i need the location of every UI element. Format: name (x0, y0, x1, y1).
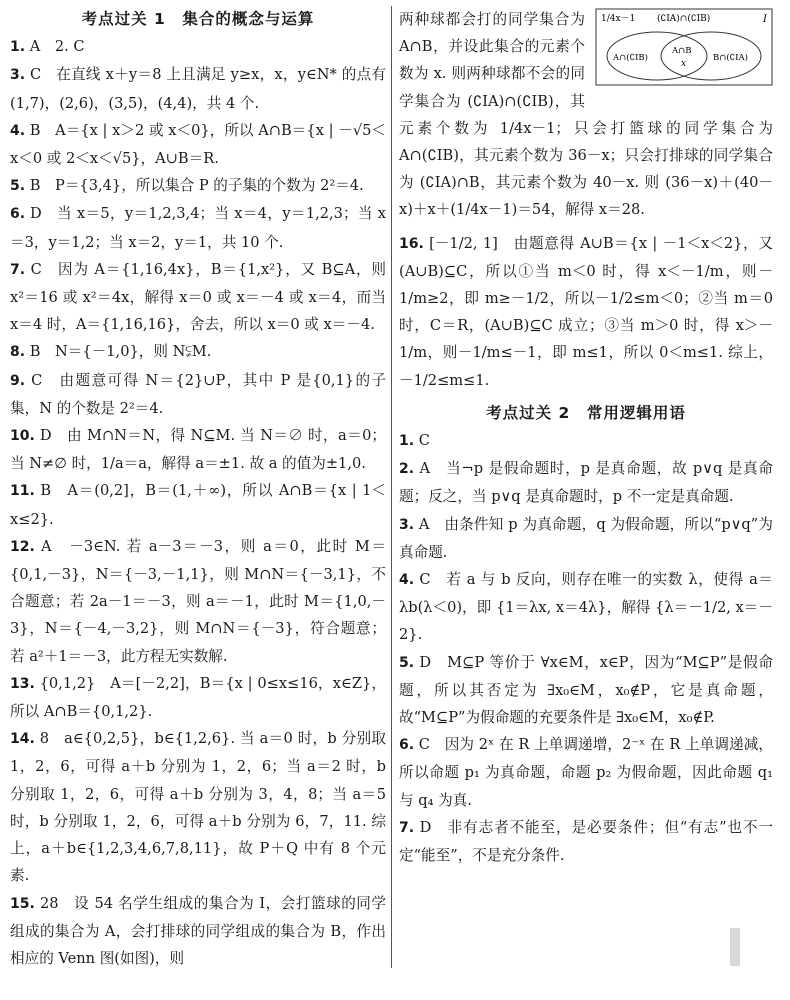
item-number: 7. (399, 819, 415, 836)
column-divider (391, 6, 392, 968)
answer-item (399, 511, 773, 566)
item-number: 12. (10, 538, 35, 555)
item-text: C 由题意可得 N＝{2}∪P，其中 P 是{0,1}的子集，N 的个数是 2²＝4. (10, 371, 386, 417)
item-text: D 非有志者不能至，是必要条件；但“有志”也不一定“能至”，不是充分条件. (399, 818, 774, 865)
item-number: 11. (10, 483, 35, 500)
item-number: 3. (399, 516, 415, 533)
item-text: C (418, 432, 430, 450)
item-text: C 若 a 与 b 反向，则存在唯一的实数 λ，使得 a＝λb(λ＜0)，即 {1＝λx, x＝4λ}，解得 {λ＝－1/2, x＝－2}. (399, 571, 774, 644)
answer-item (399, 455, 773, 510)
item-number: 10. (10, 428, 35, 445)
item-number: 13. (10, 675, 35, 692)
right-column (399, 6, 773, 869)
item-text: D 由 M∩N＝N，得 N⊆M. 当 N＝∅ 时，a＝0；当 N≠∅ 时，1/a＝a，解得 a＝±1. 故 a 的值为±1,0. (10, 427, 386, 473)
item-text: B P＝{3,4}，所以集合 P 的子集的个数为 2²＝4. (29, 177, 364, 195)
item-number: 16. (399, 235, 424, 252)
item-text: [－1/2, 1] 由题意得 A∪B＝{x | －1＜x＜2}，又(A∪B)⊆C，所以①当 m＜0 时，得 x＜－1/m，则－1/m≥2，即 m≥－1/2，所以－1/2≤m＜0；②当 m＝0 时，C＝R，(A∪B)⊆C 成立；③当 m＞0 时，得 x＞－1/m，则－1/m≤－1，即 m≤1，所以 0＜m≤1. 综上，－1/2≤m≤1. (399, 234, 773, 389)
answer-item (10, 200, 386, 255)
item-text: C 在直线 x＋y＝8 上且满足 y≥x，x，y∈N* 的点有(1,7)，(2,6)，(3,5)，(4,4)，共 4 个. (10, 66, 387, 112)
answer-item (10, 477, 386, 532)
item-text: B A＝(0,2]，B＝(1,＋∞)，所以 A∩B＝{x | 1＜x≤2}. (10, 482, 386, 528)
item-number: 5. (10, 178, 26, 195)
item-text: D 当 x＝5，y＝1,2,3,4；当 x＝4，y＝1,2,3；当 x＝3，y＝1,2；当 x＝2，y＝1，共 10 个. (10, 205, 387, 251)
answer-item (10, 422, 386, 477)
answer-item (10, 367, 386, 422)
item-number: 4. (10, 122, 26, 139)
venn-label-center: A∩B (672, 46, 692, 56)
item-number: 2. (399, 461, 415, 478)
item-number: 5. (399, 654, 415, 671)
item-text: {0,1,2} A＝[－2,2]，B＝{x | 0≤x≤16，x∈Z}，所以 A∩B＝{0,1,2}. (10, 674, 386, 721)
item-number: 1. (399, 433, 415, 450)
venn-label-complement: (∁IA)∩(∁IB) (657, 14, 711, 24)
item-number: 6. (10, 206, 26, 223)
item-text: 两种球都会打的同学集合为 A∩B，并设此集合的元素个数为 x. 则两种球都不会的同学集合为 (∁IA)∩(∁IB)，其元素个数为 1/4x－1；只会打篮球的同学集合为 A∩(∁IB)，其元素个数为 36－x；只会打排球的同学集合为 (∁IA)∩B，其元素个数为 40－x. 则 (36－x)＋(40－x)＋x＋(1/4x－1)＝54，解得 x＝28. (399, 11, 773, 219)
answer-item (10, 172, 386, 200)
answer-item (10, 256, 386, 339)
answer-item (399, 230, 773, 394)
item-text: B N＝{－1,0}，则 N⫋M. (29, 343, 212, 361)
section-title-2: 考点过关 2 常用逻辑用语 (486, 403, 686, 422)
item-text: A 当¬p 是假命题时，p 是真命题，故 p∨q 是真命题；反之，当 p∨q 是真命题时，p 不一定是真命题. (399, 460, 773, 506)
section-title-1: 考点过关 1 集合的概念与运算 (81, 10, 315, 28)
venn-label-center-x: x (681, 59, 687, 69)
venn-diagram (595, 8, 773, 86)
answer-item (10, 61, 386, 116)
venn-label-i: I (763, 14, 767, 25)
item-number: 9. (10, 372, 26, 389)
answer-item (399, 649, 773, 732)
answer-item (10, 117, 386, 172)
item-number: 4. (399, 572, 415, 589)
item-number: 15. (10, 895, 35, 912)
answer-item (10, 670, 386, 725)
answer-item (10, 33, 386, 61)
answer-item (10, 725, 386, 889)
item-text: A 2. C (29, 38, 85, 56)
item-text: 28 设 54 名学生组成的集合为 I，会打篮球的同学组成的集合为 A，会打排球的同学组成的集合为 B，作出相应的 Venn 图(如图)，则 (10, 894, 387, 967)
venn-label-left: A∩(∁IB) (613, 53, 648, 63)
item-text: B A＝{x | x＞2 或 x＜0}，所以 A∩B＝{x | －√5＜x＜0 或 2＜x＜√5}，A∪B＝R. (10, 121, 386, 168)
answer-item (399, 427, 773, 455)
item-text: 8 a∈{0,2,5}，b∈{1,2,6}. 当 a＝0 时，b 分别取 1，2，6，可得 a＋b 分别为 1，2，6；当 a＝2 时，b 分别取 1，2，6，可得 a＋b 分别为 3，4，8；当 a＝5 时，b 分别取 1，2，6，可得 a＋b 分别为 6，7，11. 综上，a＋b∈{1,2,3,4,6,7,8,11}，故 P＋Q 中有 8 个元素. (10, 730, 386, 885)
item-text: D M⊆P 等价于 ∀x∈M，x∈P，因为“M⊆P”是假命题，所以其否定为 ∃x₀∈M，x₀∉P，它是真命题，故“M⊆P”为假命题的充要条件是 ∃x₀∈M，x₀∉P. (399, 653, 773, 727)
answer-item (10, 890, 386, 973)
venn-label-right: B∩(∁IA) (713, 53, 748, 63)
item-number: 3. (10, 67, 26, 84)
answer-item (399, 731, 773, 814)
item-number: 1. (10, 39, 26, 56)
answer-item (399, 566, 773, 649)
answer-item (10, 338, 386, 366)
answer-item (10, 533, 386, 670)
item-text: A 由条件知 p 为真命题，q 为假命题，所以“p∨q”为真命题. (399, 515, 773, 561)
item-text: C 因为 2ˣ 在 R 上单调递增，2⁻ˣ 在 R 上单调递减，所以命题 p₁ 为真命题，命题 p₂ 为假命题，因此命题 q₁ 与 q₄ 为真. (399, 736, 773, 809)
item-number: 8. (10, 344, 26, 361)
item-text: A －3∈N. 若 a－3＝－3，则 a＝0，此时 M＝{0,1,－3}，N＝{－3,－1,1}，则 M∩N＝{－3,1}，不合题意；若 2a－1＝－3，则 a＝－1，此时 M＝{1,0,－3}，N＝{－4,－3,2}，则 M∩N＝{－3}，符合题意；若 a²＋1＝－3，此方程无实数解. (10, 537, 386, 665)
answer-item (399, 814, 773, 869)
page-edge-mark (730, 928, 740, 966)
item-number: 14. (10, 731, 35, 748)
item-number: 7. (10, 261, 26, 278)
venn-label-outer: 1/4x－1 (601, 14, 636, 24)
item-text: C 因为 A＝{1,16,4x}，B＝{1,x²}，又 B⊆A，则 x²＝16 或 x²＝4x，解得 x＝0 或 x＝－4 或 x＝4，而当 x＝4 时，A＝{1,16,16}，舍去，所以 x＝0 或 x＝－4. (10, 260, 386, 334)
item-number: 6. (399, 737, 415, 754)
left-column (10, 6, 386, 972)
